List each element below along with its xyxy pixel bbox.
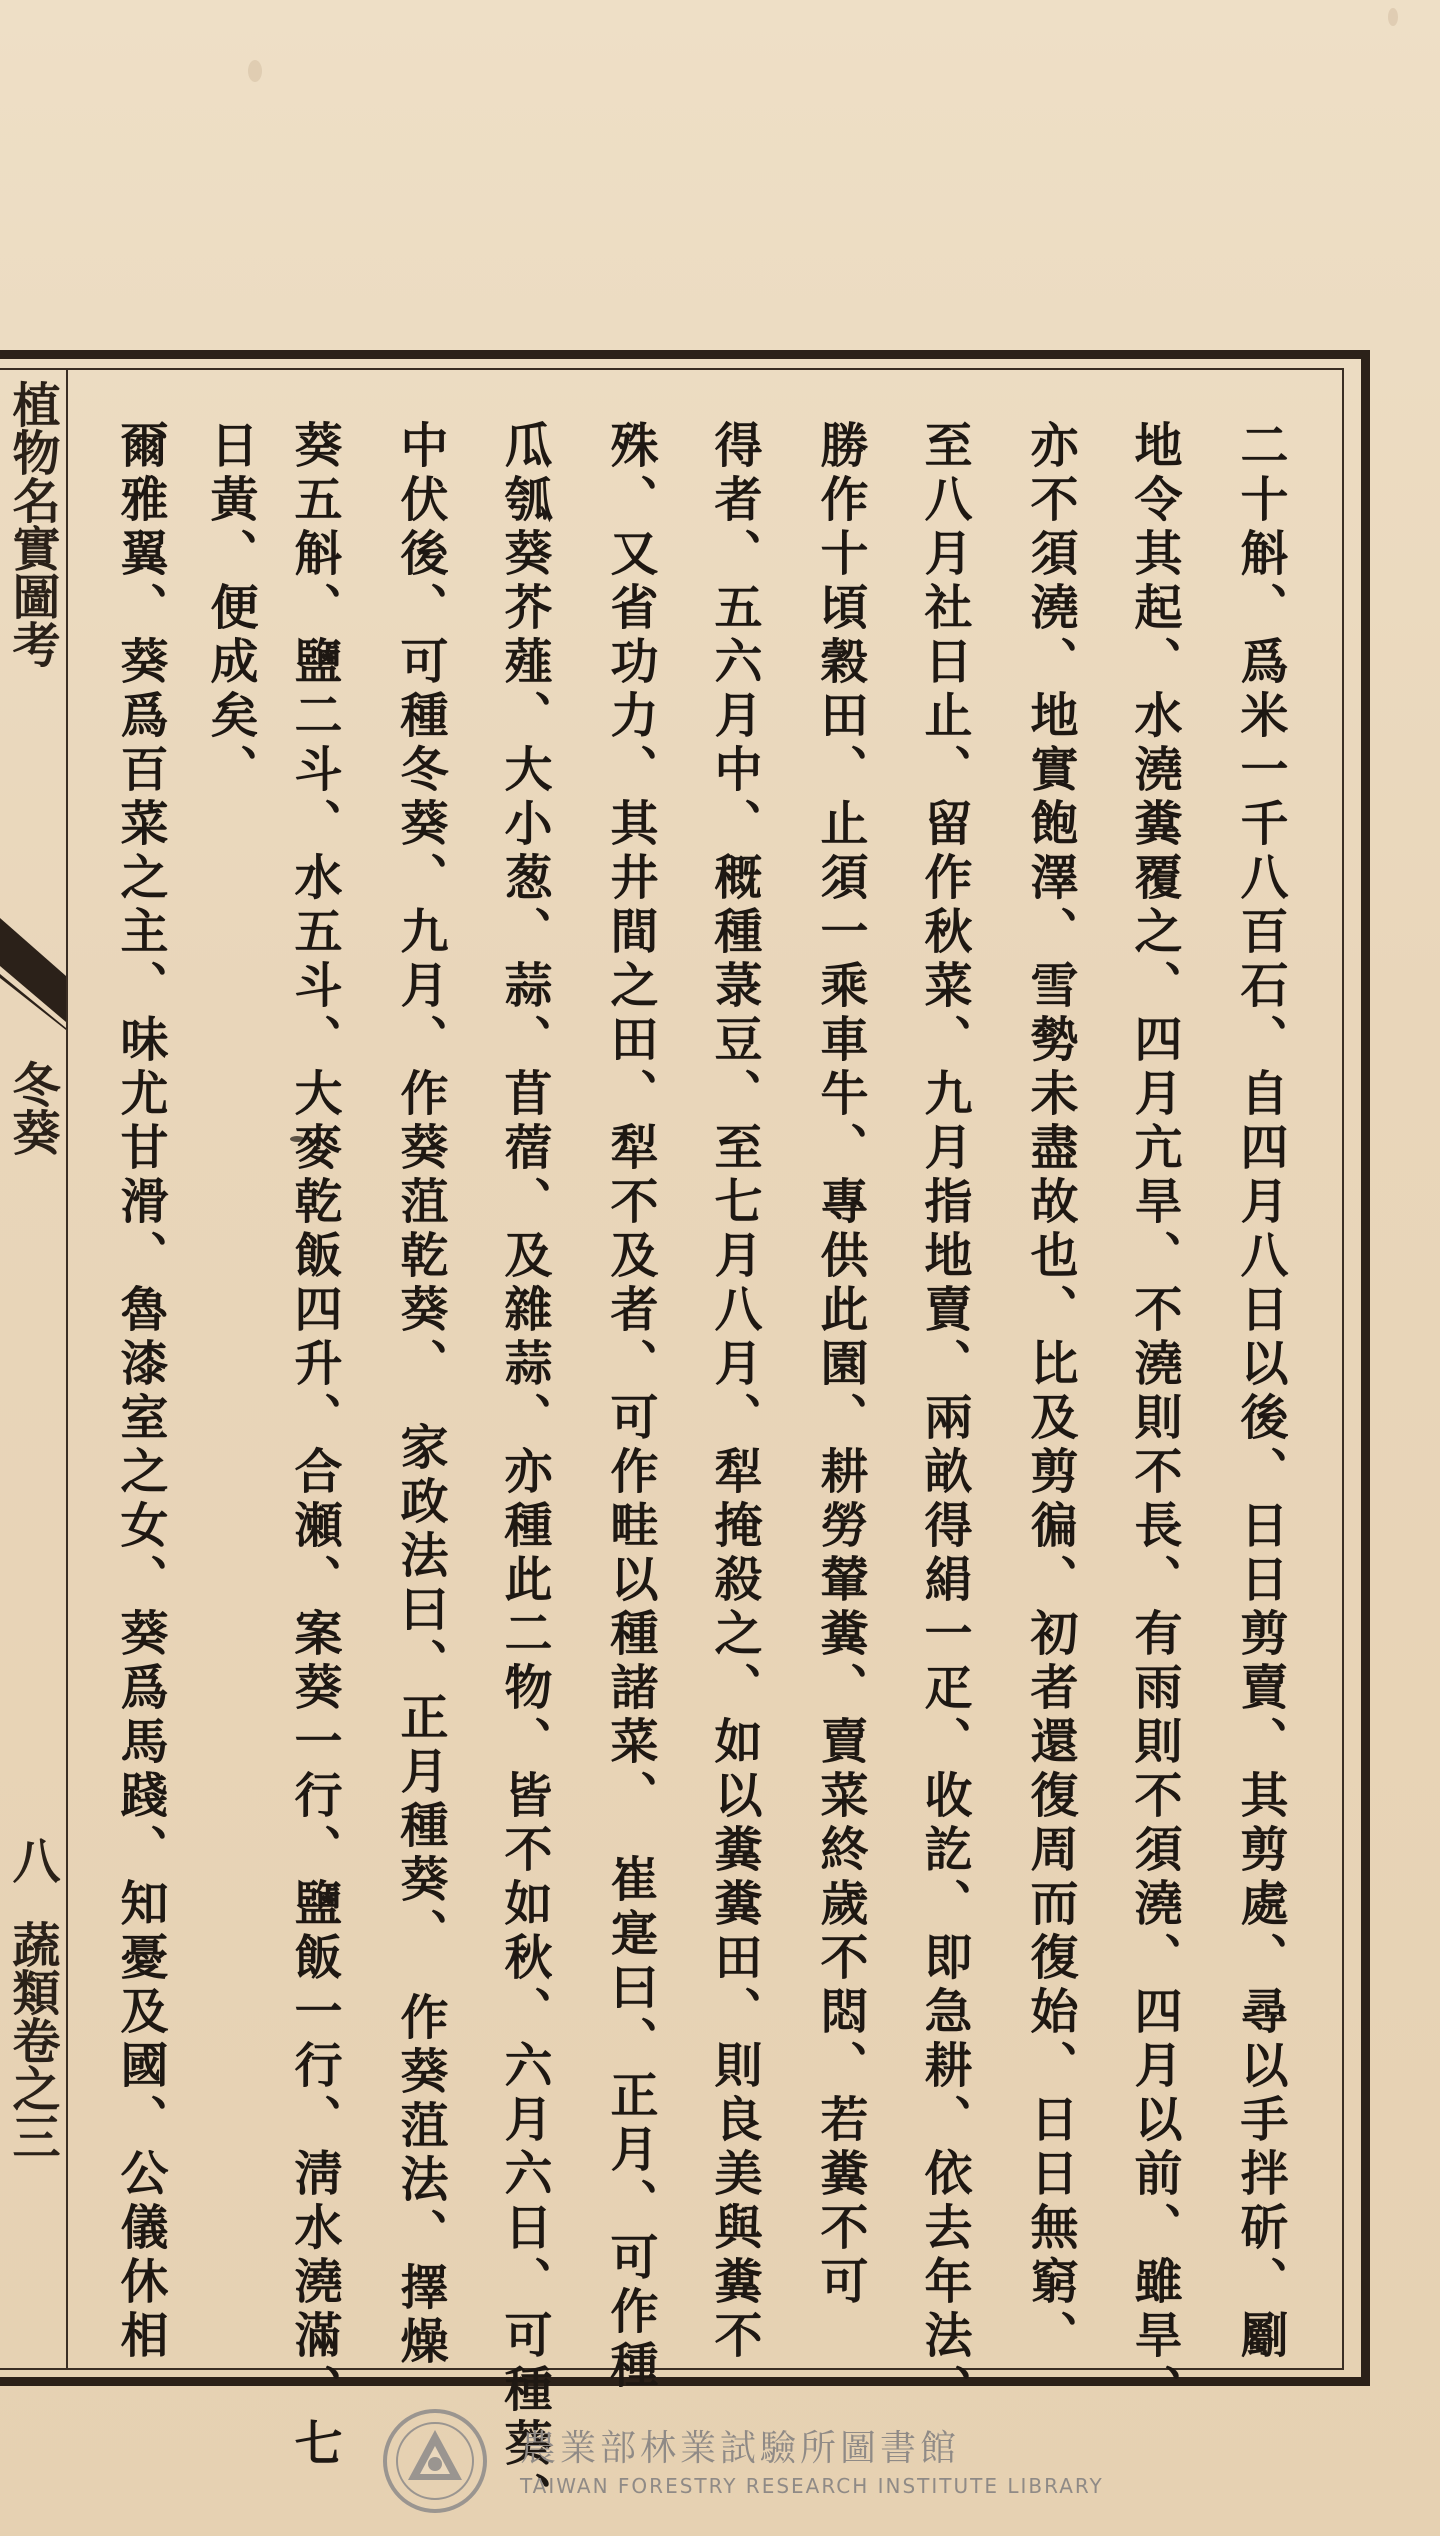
margin-column-rule [66, 368, 68, 2370]
text-column-4: 至八月社日止、留作秋菜、九月指地賣、兩畝得絹一疋、收訖、即急耕、依去年法、 [916, 420, 972, 2418]
library-name: 農業部林業試驗所圖書館 [520, 2428, 961, 2469]
text-column-2: 地令其起、水澆糞覆之、四月亢旱、不澆則不長、有雨則不須澆、四月以前、雖旱、 [1126, 420, 1182, 2418]
text-column-10: 葵五斛、鹽二斗、水五斗、大麥乾飯四升、合瀬、案葵一行、鹽飯一行、淸水澆滿、七 [286, 420, 342, 2472]
paper-stain [248, 60, 262, 82]
book-title: 植物名實圖考 [4, 380, 60, 668]
text-column-3: 亦不須澆、地實飽澤、雪勢未盡故也、比及剪徧、初者還復周而復始、日日無窮、 [1022, 420, 1078, 2364]
library-footer [380, 2420, 1140, 2510]
library-name-english: TAIWAN FORESTRY RESEARCH INSTITUTE LIBRARY [520, 2474, 1104, 2498]
volume-label: 蔬類卷之三 [4, 1920, 60, 2160]
text-column-8: 瓜瓠葵芥薤、大小葱、蒜、苜蓿、及雜蒜、亦種此二物、皆不如秋、六月六日、可種葵、 [496, 420, 552, 2526]
text-column-11: 日黃、便成矣、 [202, 420, 258, 798]
text-column-9: 中伏後、可種冬葵、九月、作葵菹乾葵、 家政法曰、正月種葵、 作葵菹法、擇燥 [392, 420, 448, 2370]
text-column-12: 爾雅翼、葵爲百菜之主、味尤甘滑、魯漆室之女、葵爲馬踐、知憂及國、公儀休相 [112, 420, 168, 2364]
section-title: 冬葵 [4, 1060, 60, 1156]
text-column-6: 得者、五六月中、穊種菉豆、至七月八月、犁掩殺之、如以糞糞田、則良美與糞不 [706, 420, 762, 2364]
text-column-1: 二十斛、爲米一千八百石、自四月八日以後、日日剪賣、其剪處、尋以手拌斫、劚 [1232, 420, 1288, 2364]
text-column-7: 殊、又省功力、其井間之田、犁不及者、可作畦以種諸菜、 崔寔曰、正月、可作種 [602, 420, 658, 2394]
library-seal-icon [380, 2406, 490, 2516]
fishtail-mark [0, 918, 66, 1030]
text-column-5: 勝作十頃穀田、止須一乘車牛、專供此園、耕勞輦糞、賣菜終歲不悶、若糞不可 [812, 420, 868, 2310]
paper-stain [1388, 8, 1398, 26]
page-number: 八 [4, 1836, 60, 1884]
